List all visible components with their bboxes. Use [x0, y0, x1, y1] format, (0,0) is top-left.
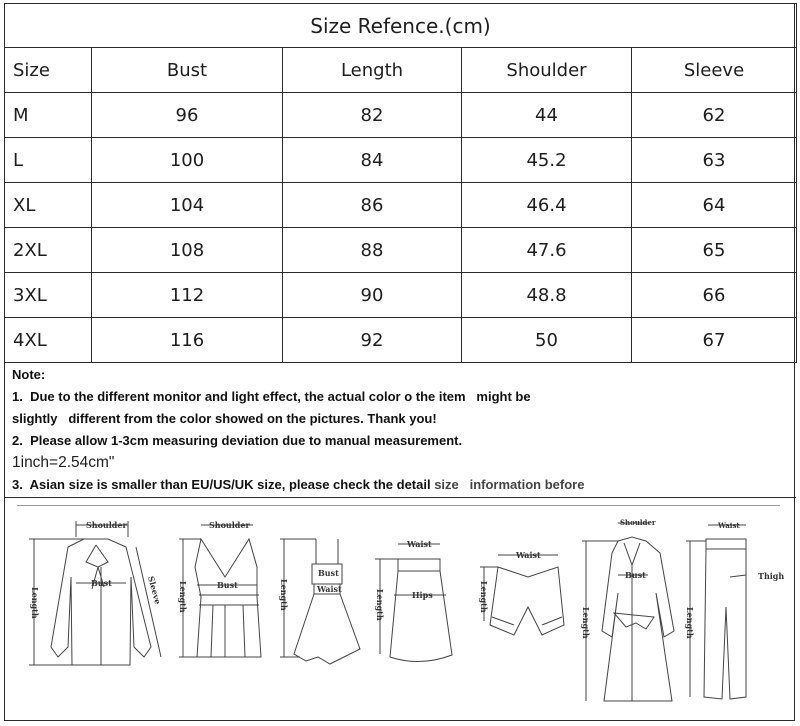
table-row — [5, 138, 797, 183]
svg-text:Length: Length — [479, 581, 489, 613]
length-cell: 86 — [283, 183, 462, 228]
size-cell: 4XL — [5, 318, 92, 363]
svg-text:Length: Length — [178, 581, 188, 613]
svg-text:Thigh: Thigh — [758, 571, 785, 581]
bust-cell: 96 — [92, 93, 283, 138]
svg-text:Length: Length — [30, 587, 40, 619]
size-cell: 3XL — [5, 273, 92, 318]
svg-text:Shoulder: Shoulder — [209, 520, 250, 530]
header-bust: Bust — [92, 48, 283, 93]
svg-text:Length: Length — [375, 589, 385, 621]
svg-text:Waist: Waist — [516, 550, 541, 560]
svg-text:Hips: Hips — [412, 590, 433, 600]
section-divider — [4, 497, 796, 498]
shoulder-cell: 50 — [462, 318, 632, 363]
svg-text:Waist: Waist — [317, 584, 342, 594]
measurement-illustrations — [8, 499, 792, 719]
title-row — [5, 4, 797, 48]
tank-top-icon — [173, 517, 273, 677]
header-length: Length — [283, 48, 462, 93]
shorts-diagram — [476, 545, 576, 649]
note-asian-size — [12, 474, 792, 496]
svg-text:Bust: Bust — [91, 578, 112, 588]
shoulder-cell: 46.4 — [462, 183, 632, 228]
table-row — [5, 93, 797, 138]
size-table — [4, 3, 797, 363]
bust-cell: 116 — [92, 318, 283, 363]
sleeve-cell: 65 — [632, 228, 797, 273]
dress-diagram — [276, 529, 371, 673]
pants-icon — [680, 517, 790, 707]
header-size: Size — [5, 48, 92, 93]
table-row — [5, 273, 797, 318]
size-cell: XL — [5, 183, 92, 228]
length-cell: 92 — [283, 318, 462, 363]
table-title: Size Refence.(cm) — [5, 4, 797, 48]
dress-icon — [276, 529, 371, 669]
note-color-difference: 1. Due to the different monitor and light effect, the actual color o the item might be — [12, 389, 531, 404]
size-cell: L — [5, 138, 92, 183]
bust-cell: 108 — [92, 228, 283, 273]
blouse-icon — [26, 517, 176, 677]
svg-text:Bust: Bust — [318, 568, 339, 578]
size-cell: 2XL — [5, 228, 92, 273]
tank-top-diagram — [173, 517, 273, 681]
note-color-difference-cont: slightly different from the color showed on the pictures. Thank you! — [12, 411, 437, 426]
illustration-rule — [17, 505, 780, 506]
sleeve-cell: 67 — [632, 318, 797, 363]
svg-text:Bust: Bust — [625, 570, 646, 580]
pants-diagram — [680, 517, 790, 711]
shoulder-cell: 48.8 — [462, 273, 632, 318]
bust-cell: 100 — [92, 138, 283, 183]
notes-heading: Note: — [12, 367, 46, 382]
shorts-icon — [476, 545, 576, 645]
skirt-icon — [370, 529, 470, 669]
length-cell: 88 — [283, 228, 462, 273]
sleeve-cell: 62 — [632, 93, 797, 138]
length-cell: 90 — [283, 273, 462, 318]
note-asian-size-tail: size information before — [434, 477, 585, 492]
skirt-diagram — [370, 529, 470, 673]
svg-text:Bust: Bust — [217, 580, 238, 590]
table-row — [5, 318, 797, 363]
coat-icon — [576, 513, 686, 713]
shoulder-cell: 45.2 — [462, 138, 632, 183]
svg-text:Length: Length — [581, 607, 591, 639]
svg-text:Length: Length — [685, 607, 695, 639]
length-cell: 84 — [283, 138, 462, 183]
inch-conversion: 1inch=2.54cm" — [12, 454, 115, 471]
note-measuring-deviation: 2. Please allow 1-3cm measuring deviation due to manual measurement. — [12, 433, 463, 448]
svg-text:Waist: Waist — [718, 521, 740, 530]
table-row — [5, 228, 797, 273]
length-cell: 82 — [283, 93, 462, 138]
coat-diagram — [576, 513, 686, 717]
table-row — [5, 183, 797, 228]
svg-text:Waist: Waist — [407, 539, 432, 549]
sleeve-cell: 63 — [632, 138, 797, 183]
shoulder-cell: 47.6 — [462, 228, 632, 273]
header-row — [5, 48, 797, 93]
svg-text:Shoulder: Shoulder — [620, 518, 656, 527]
svg-text:Sleeve: Sleeve — [146, 574, 164, 606]
header-shoulder: Shoulder — [462, 48, 632, 93]
sleeve-cell: 64 — [632, 183, 797, 228]
sleeve-cell: 66 — [632, 273, 797, 318]
notes-section — [12, 364, 792, 496]
svg-text:Shoulder: Shoulder — [86, 520, 127, 530]
blouse-diagram — [26, 517, 176, 681]
shoulder-cell: 44 — [462, 93, 632, 138]
header-sleeve: Sleeve — [632, 48, 797, 93]
bust-cell: 112 — [92, 273, 283, 318]
size-cell: M — [5, 93, 92, 138]
svg-text:Length: Length — [279, 579, 289, 611]
bust-cell: 104 — [92, 183, 283, 228]
note-asian-size-text: 3. Asian size is smaller than EU/US/UK size, please check the detail — [12, 477, 435, 492]
